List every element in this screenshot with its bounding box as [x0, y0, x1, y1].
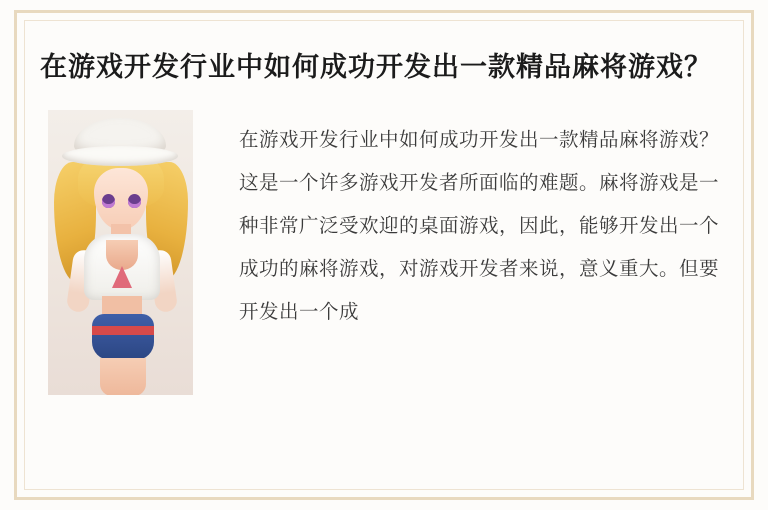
shorts-stripe-icon: [92, 326, 154, 335]
page-title: 在游戏开发行业中如何成功开发出一款精品麻将游戏？: [40, 52, 712, 83]
torso-icon: [106, 240, 138, 270]
legs-icon: [100, 358, 146, 395]
shorts-icon: [92, 314, 154, 360]
anime-girl-illustration: [48, 110, 193, 395]
article-body-area: [38, 110, 730, 395]
eye-right-icon: [128, 194, 141, 208]
eye-left-icon: [102, 194, 115, 208]
hat-brim-icon: [62, 146, 178, 166]
article-paragraph: 在游戏开发行业中如何成功开发出一款精品麻将游戏？这是一个许多游戏开发者所面临的难题。麻将游戏是一种非常广泛受欢迎的桌面游戏，因此，能够开发出一个成功的麻将游戏，对游戏开发者来说，意义重大。但要开发出一个成: [239, 128, 720, 323]
article-content: [38, 38, 730, 472]
